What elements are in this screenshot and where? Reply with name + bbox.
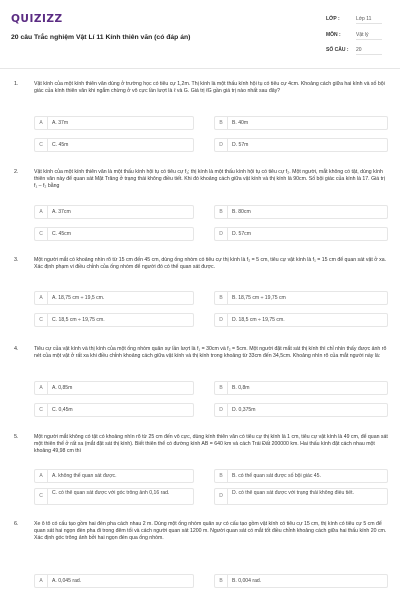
option-text: A. 37cm xyxy=(52,209,71,215)
meta-label-subject: MÔN : xyxy=(326,32,341,38)
option-b[interactable] xyxy=(214,205,388,219)
option-letter: B xyxy=(215,575,228,587)
option-text: D. 57m xyxy=(232,142,249,148)
option-a[interactable] xyxy=(34,469,194,483)
question-text: Một người mắt có khoảng nhìn rõ từ 15 cm đến 45 cm, dùng ống nhòm có tiêu cự thị kính là f₂ = 5 cm, tiêu cự vật kính là f₁ = 15 cm để quan sát vật ở xa. Xác định phạm vi điều chỉnh của ống nhòm để người đó có thể quan sát được. xyxy=(34,257,387,271)
option-d[interactable] xyxy=(214,313,388,327)
option-letter: D xyxy=(215,139,228,151)
option-letter: B xyxy=(215,292,228,304)
option-letter: B xyxy=(215,382,228,394)
option-text: C. 45m xyxy=(52,142,69,148)
option-letter: C xyxy=(35,228,48,240)
option-a[interactable] xyxy=(34,574,194,588)
option-text: A. 18,75 cm ÷ 19,5 cm. xyxy=(52,295,105,301)
option-letter: D xyxy=(215,314,228,326)
page-title: 20 câu Trắc nghiệm Vật Lí 11 Kính thiên văn (có đáp án) xyxy=(11,34,191,41)
option-letter: D xyxy=(215,489,228,504)
option-text: A. không thể quan sát được. xyxy=(52,473,117,479)
option-c[interactable] xyxy=(34,403,194,417)
option-letter: C xyxy=(35,489,48,504)
option-letter: A xyxy=(35,292,48,304)
meta-value-subject: Vật lý xyxy=(356,32,382,40)
option-text: B. 80cm xyxy=(232,209,251,215)
question-number: 5. xyxy=(14,434,19,440)
question-number: 3. xyxy=(14,257,19,263)
meta-label-class: LỚP : xyxy=(326,16,340,22)
option-letter: B xyxy=(215,206,228,218)
question-text: Vật kính của một kính thiên văn là một thấu kính hội tụ có tiêu cự f₁; thị kính là một thấu kính hội tụ có tiêu cự f₂. Một người, mắt không có tật, dùng kính thiên văn này để quan sát Mặt Trăng ở trạng thái không điều tiết. Khi đó khoảng cách giữa vật kính và thị kính là 90cm. Số bội giác của kính là 17. Giá trị f₁ – f₂ bằng xyxy=(34,169,385,190)
option-a[interactable] xyxy=(34,116,194,130)
question-text: Một người mắt không có tật có khoảng nhìn rõ từ 25 cm đến vô cực, dùng kính thiên văn có tiêu cự thị kính là 1 cm, tiêu cự vật kính là 49 cm, để quan sát một thiên thể ở rất xa (mắt đặt sát thị kính). Biết thiên thể có đường kính AB = 640 km và cách Trái Đất 200000 km. Hai thấu kính đặt cách nhau một khoảng 49,98 cm thì xyxy=(34,434,388,455)
question-number: 4. xyxy=(14,346,19,352)
option-a[interactable] xyxy=(34,205,194,219)
option-letter: C xyxy=(35,404,48,416)
option-text: C. 45cm xyxy=(52,231,71,237)
option-letter: B xyxy=(215,117,228,129)
option-letter: A xyxy=(35,575,48,587)
option-d[interactable] xyxy=(214,488,388,505)
option-letter: A xyxy=(35,382,48,394)
option-d[interactable] xyxy=(214,227,388,241)
option-c[interactable] xyxy=(34,313,194,327)
option-letter: A xyxy=(35,206,48,218)
question-number: 1. xyxy=(14,81,19,87)
option-letter: A xyxy=(35,117,48,129)
option-b[interactable] xyxy=(214,574,388,588)
meta-label-count: SỐ CÂU : xyxy=(326,47,349,53)
quizizz-logo: QUIZIZZ xyxy=(11,13,63,25)
question-text: Vật kính của một kính thiên văn dùng ở trường học có tiêu cự 1,2m. Thị kính là một thấu kính hội tụ có tiêu cự 4cm. Khoảng cách giữa hai kính và số bội giác của kính thiên văn khi ngắm chừng ở vô cực lần lượt là ℓ và G. Giá trị ℓG gần giá trị nào nhất sau đây? xyxy=(34,81,385,95)
option-b[interactable] xyxy=(214,381,388,395)
option-b[interactable] xyxy=(214,291,388,305)
option-c[interactable] xyxy=(34,227,194,241)
meta-value-count: 20 xyxy=(356,47,382,55)
option-text: B. 18,75 cm ÷ 19,75 cm xyxy=(232,295,286,301)
option-a[interactable] xyxy=(34,381,194,395)
meta-value-class: Lớp 11 xyxy=(356,16,382,24)
option-text: D. 0,375m xyxy=(232,407,256,413)
option-text: D. có thể quan sát được với trạng thái không điều tiết. xyxy=(232,490,354,496)
option-letter: D xyxy=(215,228,228,240)
option-text: C. có thể quan sát được với góc trông ảnh 0,16 rad. xyxy=(52,490,170,496)
question-text: Tiêu cự của vật kính và thị kính của một ống nhòm quân sự lần lượt là f₁ = 30cm và f₂ = 5cm. Một người đặt mắt sát thị kính thì chỉ nhìn thấy được ảnh rõ nét của một vật ở rất xa khi điều chỉnh khoảng cách giữa vật kính và thị kính trong khoảng từ 33cm đến 34,5cm. Khoảng nhìn rõ của mắt người này là: xyxy=(34,346,387,360)
question-number: 6. xyxy=(14,521,19,527)
option-text: B. có thể quan sát được số bội giác 45. xyxy=(232,473,321,479)
option-c[interactable] xyxy=(34,138,194,152)
option-c[interactable] xyxy=(34,488,194,505)
option-text: B. 40m xyxy=(232,120,249,126)
question-number: 2. xyxy=(14,169,19,175)
option-text: A. 0,045 rad. xyxy=(52,578,82,584)
option-letter: C xyxy=(35,139,48,151)
option-text: B. 0,8m xyxy=(232,385,250,391)
option-d[interactable] xyxy=(214,138,388,152)
option-text: A. 37m xyxy=(52,120,69,126)
option-text: D. 57cm xyxy=(232,231,251,237)
question-text: Xe ô tô có cấu tạo gồm hai đèn pha cách nhau 2 m. Dùng một ống nhòm quân sự có cấu tạo gồm vật kính có tiêu cự 15 cm, thị kính có tiêu cự 5 cm để quan sát hai ngọn đèn pha đi trong đêm tối và cách người quan sát 1200 m. Người quan sát có mắt tốt điều chỉnh khoảng cách giữa hai thấu kính 20 cm. Xác định góc trông ảnh bởi hai ngọn đèn qua ống nhòm. xyxy=(34,521,387,542)
option-letter: D xyxy=(215,404,228,416)
option-text: C. 0,45m xyxy=(52,407,73,413)
option-text: C. 18,5 cm ÷ 19,75 cm. xyxy=(52,317,105,323)
option-b[interactable] xyxy=(214,116,388,130)
option-text: D. 18,5 cm ÷ 19,75 cm. xyxy=(232,317,285,323)
option-b[interactable] xyxy=(214,469,388,483)
page-header xyxy=(0,0,400,69)
option-letter: C xyxy=(35,314,48,326)
option-letter: A xyxy=(35,470,48,482)
option-d[interactable] xyxy=(214,403,388,417)
option-text: A. 0,85m xyxy=(52,385,73,391)
option-text: B. 0,004 rad. xyxy=(232,578,262,584)
option-letter: B xyxy=(215,470,228,482)
option-a[interactable] xyxy=(34,291,194,305)
